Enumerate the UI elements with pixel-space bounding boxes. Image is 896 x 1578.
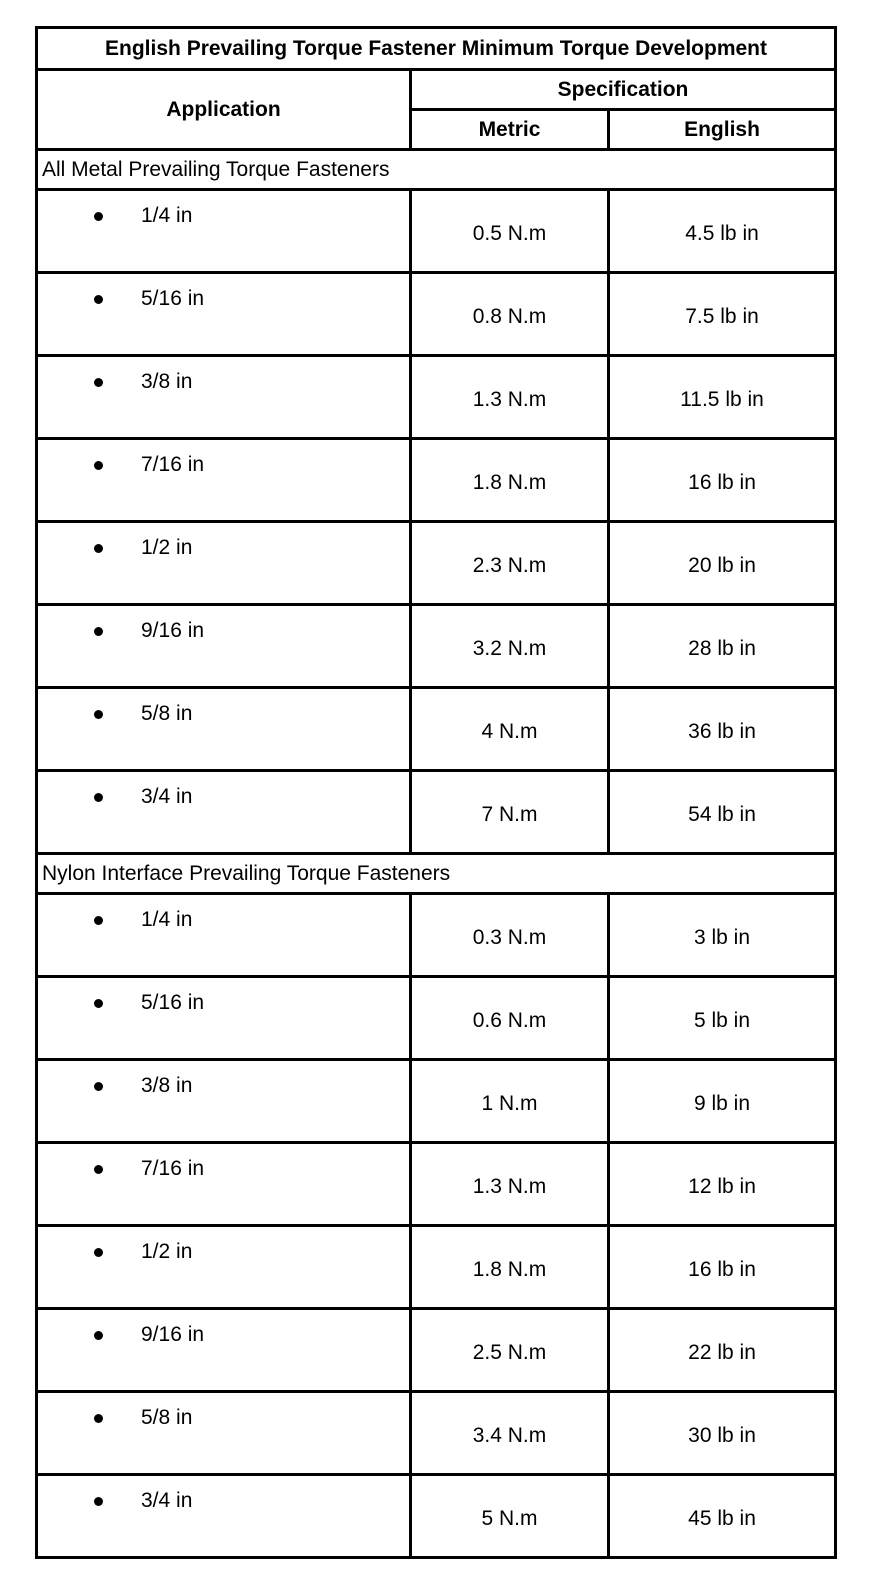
metric-value: 0.5 N.m	[411, 190, 609, 273]
fastener-size: 5/8 in	[141, 702, 193, 725]
table-row	[37, 688, 836, 771]
english-value: 30 lb in	[609, 1392, 836, 1475]
application-cell	[37, 605, 411, 688]
table-row	[37, 894, 836, 977]
application-item	[38, 191, 409, 228]
bullet-icon	[94, 793, 103, 802]
table-row	[37, 605, 836, 688]
bullet-icon	[94, 999, 103, 1008]
application-cell	[37, 688, 411, 771]
application-cell	[37, 894, 411, 977]
application-item	[38, 895, 409, 932]
torque-table	[35, 26, 837, 1559]
table-row	[37, 1060, 836, 1143]
fastener-size: 9/16 in	[141, 1323, 205, 1346]
application-item	[38, 978, 409, 1015]
table-row	[37, 273, 836, 356]
application-item	[38, 1393, 409, 1430]
english-value: 16 lb in	[609, 439, 836, 522]
bullet-icon	[94, 1331, 103, 1340]
english-header: English	[609, 110, 836, 150]
bullet-icon	[94, 627, 103, 636]
table-row	[37, 977, 836, 1060]
table-row	[37, 522, 836, 605]
bullet-icon	[94, 1165, 103, 1174]
table-row	[37, 190, 836, 273]
metric-header: Metric	[411, 110, 609, 150]
metric-value: 2.3 N.m	[411, 522, 609, 605]
table-title: English Prevailing Torque Fastener Minimum Torque Development	[37, 28, 836, 70]
application-item	[38, 357, 409, 394]
metric-value: 1 N.m	[411, 1060, 609, 1143]
english-value: 20 lb in	[609, 522, 836, 605]
application-item	[38, 1144, 409, 1181]
application-cell	[37, 522, 411, 605]
bullet-icon	[94, 916, 103, 925]
metric-value: 5 N.m	[411, 1475, 609, 1558]
fastener-size: 3/8 in	[141, 370, 193, 393]
metric-value: 0.8 N.m	[411, 273, 609, 356]
fastener-size: 1/2 in	[141, 536, 193, 559]
header-row-1	[37, 70, 836, 110]
fastener-size: 1/4 in	[141, 908, 193, 931]
metric-value: 2.5 N.m	[411, 1309, 609, 1392]
fastener-size: 7/16 in	[141, 1157, 205, 1180]
metric-value: 1.8 N.m	[411, 1226, 609, 1309]
application-cell	[37, 439, 411, 522]
english-value: 9 lb in	[609, 1060, 836, 1143]
fastener-size: 1/4 in	[141, 204, 193, 227]
specification-header: Specification	[411, 70, 836, 110]
bullet-icon	[94, 295, 103, 304]
fastener-size: 5/8 in	[141, 1406, 193, 1429]
english-value: 36 lb in	[609, 688, 836, 771]
section-row	[37, 150, 836, 190]
application-cell	[37, 1309, 411, 1392]
title-row	[37, 28, 836, 70]
application-item	[38, 772, 409, 809]
application-cell	[37, 977, 411, 1060]
fastener-size: 7/16 in	[141, 453, 205, 476]
section-row	[37, 854, 836, 894]
application-item	[38, 1061, 409, 1098]
english-value: 54 lb in	[609, 771, 836, 854]
metric-value: 0.6 N.m	[411, 977, 609, 1060]
application-header: Application	[37, 70, 411, 150]
bullet-icon	[94, 461, 103, 470]
metric-value: 3.4 N.m	[411, 1392, 609, 1475]
fastener-size: 3/8 in	[141, 1074, 193, 1097]
application-cell	[37, 190, 411, 273]
application-cell	[37, 356, 411, 439]
metric-value: 1.3 N.m	[411, 1143, 609, 1226]
fastener-size: 5/16 in	[141, 991, 205, 1014]
metric-value: 3.2 N.m	[411, 605, 609, 688]
application-item	[38, 274, 409, 311]
application-cell	[37, 1060, 411, 1143]
bullet-icon	[94, 1414, 103, 1423]
application-cell	[37, 1475, 411, 1558]
english-value: 16 lb in	[609, 1226, 836, 1309]
metric-value: 1.8 N.m	[411, 439, 609, 522]
application-cell	[37, 1226, 411, 1309]
application-cell	[37, 1392, 411, 1475]
metric-value: 1.3 N.m	[411, 356, 609, 439]
bullet-icon	[94, 1082, 103, 1091]
bullet-icon	[94, 1248, 103, 1257]
application-cell	[37, 273, 411, 356]
table-row	[37, 1392, 836, 1475]
application-item	[38, 440, 409, 477]
english-value: 4.5 lb in	[609, 190, 836, 273]
fastener-size: 1/2 in	[141, 1240, 193, 1263]
table-body	[37, 28, 836, 1558]
english-value: 3 lb in	[609, 894, 836, 977]
english-value: 45 lb in	[609, 1475, 836, 1558]
application-item	[38, 1227, 409, 1264]
bullet-icon	[94, 710, 103, 719]
section-label: Nylon Interface Prevailing Torque Fasteners	[37, 854, 836, 894]
english-value: 7.5 lb in	[609, 273, 836, 356]
application-cell	[37, 771, 411, 854]
table-row	[37, 771, 836, 854]
application-item	[38, 689, 409, 726]
application-cell	[37, 1143, 411, 1226]
english-value: 28 lb in	[609, 605, 836, 688]
metric-value: 0.3 N.m	[411, 894, 609, 977]
fastener-size: 3/4 in	[141, 785, 193, 808]
english-value: 22 lb in	[609, 1309, 836, 1392]
application-item	[38, 606, 409, 643]
fastener-size: 5/16 in	[141, 287, 205, 310]
bullet-icon	[94, 212, 103, 221]
english-value: 5 lb in	[609, 977, 836, 1060]
table-row	[37, 1309, 836, 1392]
bullet-icon	[94, 1497, 103, 1506]
application-item	[38, 1476, 409, 1513]
table-row	[37, 356, 836, 439]
bullet-icon	[94, 544, 103, 553]
metric-value: 4 N.m	[411, 688, 609, 771]
fastener-size: 3/4 in	[141, 1489, 193, 1512]
bullet-icon	[94, 378, 103, 387]
english-value: 11.5 lb in	[609, 356, 836, 439]
application-item	[38, 1310, 409, 1347]
english-value: 12 lb in	[609, 1143, 836, 1226]
table-row	[37, 1475, 836, 1558]
section-label: All Metal Prevailing Torque Fasteners	[37, 150, 836, 190]
metric-value: 7 N.m	[411, 771, 609, 854]
table-row	[37, 439, 836, 522]
fastener-size: 9/16 in	[141, 619, 205, 642]
table-row	[37, 1143, 836, 1226]
table-row	[37, 1226, 836, 1309]
application-item	[38, 523, 409, 560]
